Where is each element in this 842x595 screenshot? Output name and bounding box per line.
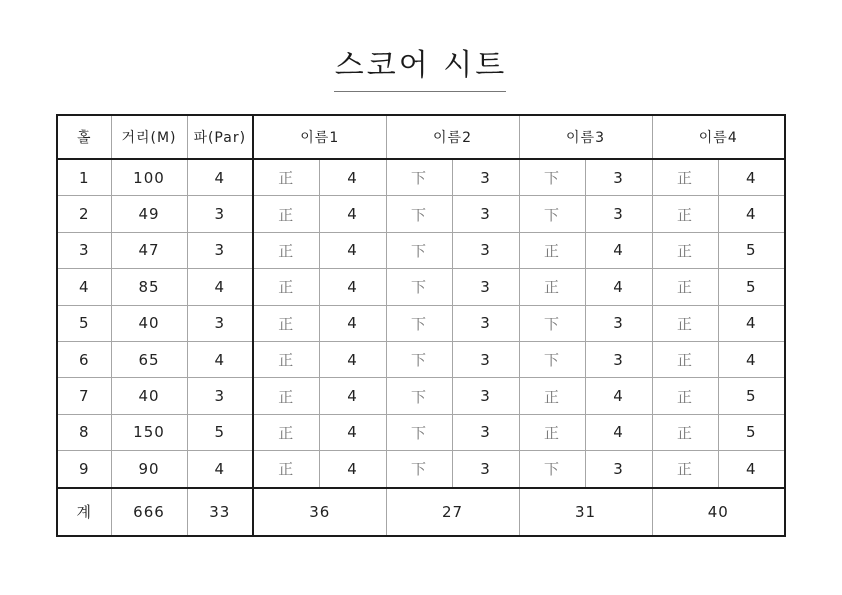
player-2-tally: 下 (386, 341, 452, 377)
player-3-score: 4 (585, 232, 652, 268)
player-2-tally: 下 (386, 451, 452, 488)
hole-row (57, 451, 785, 488)
player-2-tally: 下 (386, 269, 452, 305)
hole-par: 4 (187, 159, 253, 196)
hole-row (57, 341, 785, 377)
hole-distance: 40 (111, 305, 187, 341)
hole-row (57, 305, 785, 341)
title-underline (334, 91, 506, 92)
player-3-tally: 下 (519, 196, 585, 232)
hole-number: 6 (57, 341, 111, 377)
player-1-score: 4 (319, 196, 386, 232)
player-2-score: 3 (452, 451, 519, 488)
player-2-score: 3 (452, 232, 519, 268)
player-1-score: 4 (319, 451, 386, 488)
player-1-score: 4 (319, 341, 386, 377)
totals-label: 계 (57, 488, 111, 536)
player-4-tally: 正 (652, 378, 718, 414)
player-4-tally: 正 (652, 196, 718, 232)
totals-player-1: 36 (253, 488, 386, 536)
header-player-2: 이름2 (386, 115, 519, 159)
hole-row (57, 269, 785, 305)
header-row (57, 115, 785, 159)
player-1-tally: 正 (253, 414, 319, 450)
hole-par: 3 (187, 196, 253, 232)
player-1-tally: 正 (253, 451, 319, 488)
player-3-score: 3 (585, 341, 652, 377)
player-3-score: 3 (585, 451, 652, 488)
player-4-score: 4 (718, 305, 785, 341)
hole-row (57, 232, 785, 268)
player-2-tally: 下 (386, 232, 452, 268)
player-2-score: 3 (452, 159, 519, 196)
hole-distance: 85 (111, 269, 187, 305)
player-3-score: 4 (585, 269, 652, 305)
player-2-tally: 下 (386, 378, 452, 414)
player-1-tally: 正 (253, 378, 319, 414)
hole-row (57, 196, 785, 232)
player-2-score: 3 (452, 341, 519, 377)
player-1-tally: 正 (253, 305, 319, 341)
hole-distance: 150 (111, 414, 187, 450)
hole-par: 4 (187, 269, 253, 305)
player-2-tally: 下 (386, 305, 452, 341)
player-3-tally: 正 (519, 269, 585, 305)
hole-row (57, 378, 785, 414)
totals-player-3: 31 (519, 488, 652, 536)
hole-number: 8 (57, 414, 111, 450)
player-4-score: 5 (718, 232, 785, 268)
header-par: 파(Par) (187, 115, 253, 159)
totals-distance: 666 (111, 488, 187, 536)
player-4-tally: 正 (652, 414, 718, 450)
player-3-tally: 正 (519, 414, 585, 450)
player-3-score: 4 (585, 378, 652, 414)
hole-par: 4 (187, 451, 253, 488)
player-1-score: 4 (319, 232, 386, 268)
hole-distance: 65 (111, 341, 187, 377)
player-4-score: 5 (718, 414, 785, 450)
player-1-tally: 正 (253, 269, 319, 305)
player-4-tally: 正 (652, 451, 718, 488)
player-2-tally: 下 (386, 159, 452, 196)
hole-distance: 49 (111, 196, 187, 232)
player-1-tally: 正 (253, 341, 319, 377)
player-4-score: 5 (718, 269, 785, 305)
player-3-tally: 下 (519, 341, 585, 377)
hole-number: 9 (57, 451, 111, 488)
player-3-tally: 下 (519, 305, 585, 341)
player-1-tally: 正 (253, 159, 319, 196)
player-2-score: 3 (452, 305, 519, 341)
player-4-score: 5 (718, 378, 785, 414)
player-4-tally: 正 (652, 159, 718, 196)
player-2-score: 3 (452, 378, 519, 414)
header-player-1: 이름1 (253, 115, 386, 159)
player-3-score: 3 (585, 305, 652, 341)
player-3-tally: 下 (519, 451, 585, 488)
player-3-score: 4 (585, 414, 652, 450)
player-3-tally: 正 (519, 378, 585, 414)
hole-number: 3 (57, 232, 111, 268)
player-4-score: 4 (718, 196, 785, 232)
totals-row (57, 488, 785, 536)
score-table (56, 114, 786, 537)
player-2-tally: 下 (386, 196, 452, 232)
player-2-score: 3 (452, 414, 519, 450)
player-1-score: 4 (319, 269, 386, 305)
player-2-score: 3 (452, 269, 519, 305)
player-1-score: 4 (319, 378, 386, 414)
hole-par: 3 (187, 232, 253, 268)
player-3-tally: 正 (519, 232, 585, 268)
player-4-tally: 正 (652, 232, 718, 268)
hole-par: 4 (187, 341, 253, 377)
totals-player-4: 40 (652, 488, 785, 536)
totals-player-2: 27 (386, 488, 519, 536)
hole-number: 1 (57, 159, 111, 196)
hole-distance: 47 (111, 232, 187, 268)
hole-number: 4 (57, 269, 111, 305)
hole-number: 7 (57, 378, 111, 414)
hole-par: 5 (187, 414, 253, 450)
player-4-tally: 正 (652, 305, 718, 341)
hole-row (57, 159, 785, 196)
hole-number: 5 (57, 305, 111, 341)
player-1-score: 4 (319, 159, 386, 196)
player-1-tally: 正 (253, 196, 319, 232)
player-3-score: 3 (585, 159, 652, 196)
player-2-tally: 下 (386, 414, 452, 450)
hole-number: 2 (57, 196, 111, 232)
score-body (57, 159, 785, 488)
hole-par: 3 (187, 305, 253, 341)
page-title: 스코어 시트 (334, 48, 508, 83)
player-1-tally: 正 (253, 232, 319, 268)
player-3-score: 3 (585, 196, 652, 232)
hole-distance: 90 (111, 451, 187, 488)
header-distance: 거리(M) (111, 115, 187, 159)
totals-par: 33 (187, 488, 253, 536)
hole-distance: 100 (111, 159, 187, 196)
header-player-4: 이름4 (652, 115, 785, 159)
player-4-score: 4 (718, 341, 785, 377)
player-4-tally: 正 (652, 269, 718, 305)
hole-distance: 40 (111, 378, 187, 414)
header-player-3: 이름3 (519, 115, 652, 159)
player-2-score: 3 (452, 196, 519, 232)
header-hole: 홀 (57, 115, 111, 159)
player-1-score: 4 (319, 414, 386, 450)
player-4-score: 4 (718, 159, 785, 196)
hole-row (57, 414, 785, 450)
player-4-score: 4 (718, 451, 785, 488)
player-4-tally: 正 (652, 341, 718, 377)
player-3-tally: 下 (519, 159, 585, 196)
hole-par: 3 (187, 378, 253, 414)
player-1-score: 4 (319, 305, 386, 341)
